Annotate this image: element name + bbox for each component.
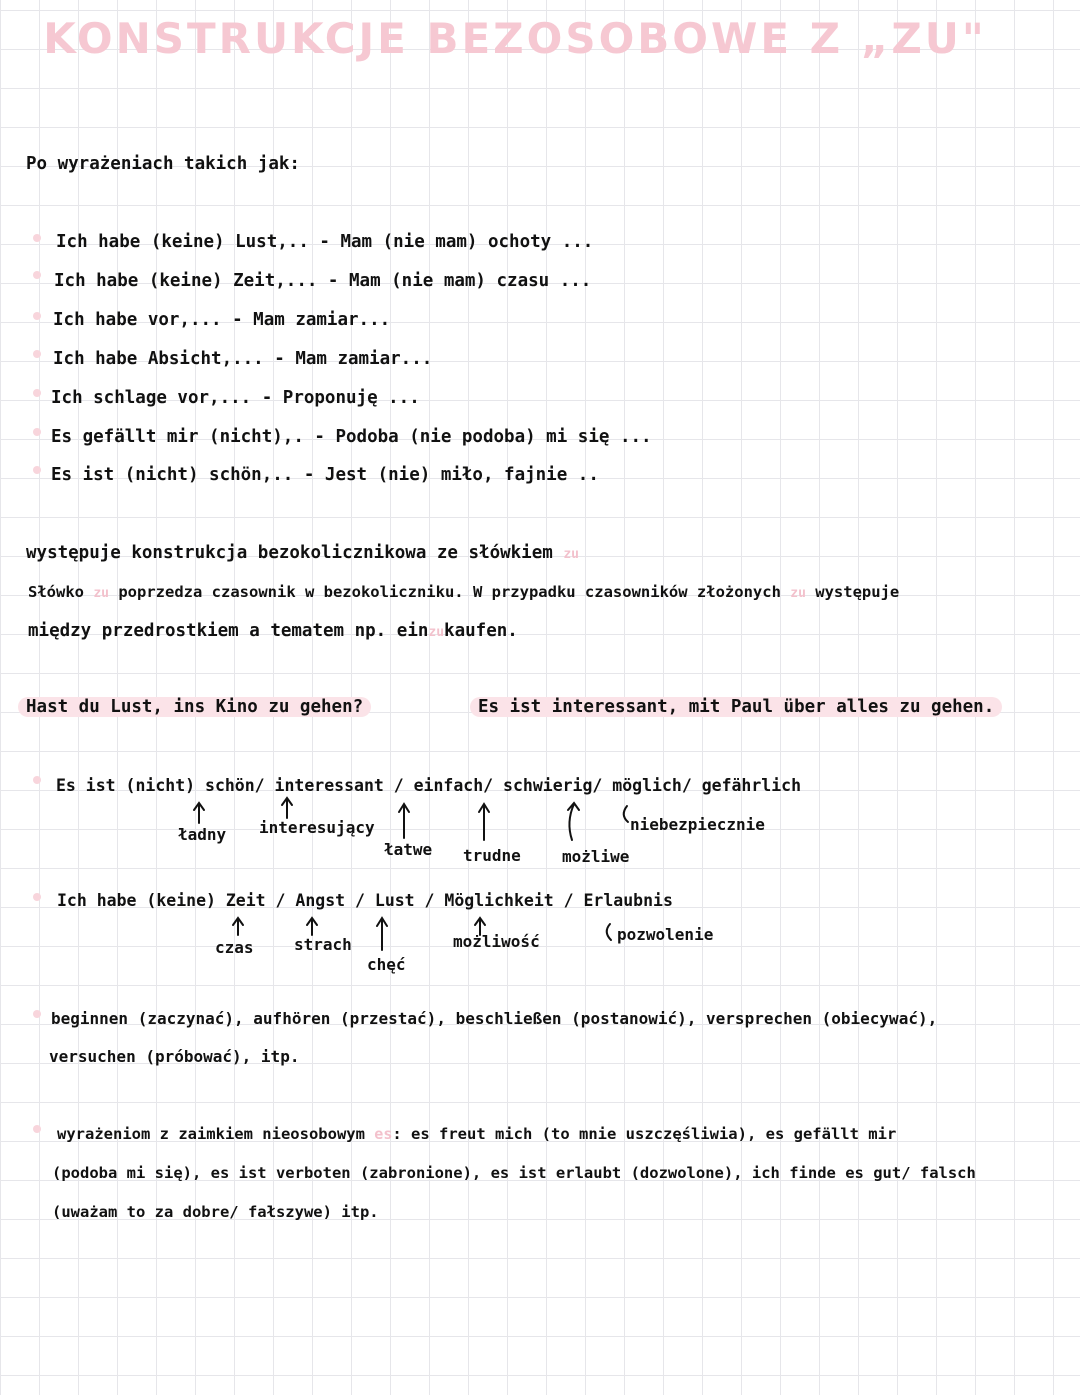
example-right: Es ist interessant, mit Paul über alles zu gehen. <box>470 697 1002 717</box>
verbs-line-2: versuchen (próbować), itp. <box>49 1047 300 1066</box>
rule-line-1: występuje konstrukcja bezokolicznikowa ze słówkiem zu <box>26 543 579 563</box>
translation-lust: chęć <box>367 955 406 974</box>
translation-gefaehrlich: niebezpiecznie <box>630 815 765 834</box>
translation-angst: strach <box>294 935 352 954</box>
bullet <box>33 1125 41 1133</box>
zu-word: zu <box>93 586 109 601</box>
expression-item: Ich schlage vor,... - Proponuję ... <box>51 388 420 408</box>
rule-line-2: Słówko zu poprzedza czasownik w bezokoliczniku. W przypadku czasowników złożonych zu występuje <box>28 583 900 601</box>
zu-word: zu <box>563 547 579 562</box>
translation-einfach: łatwe <box>384 840 433 859</box>
translation-schoen: ładny <box>178 825 227 844</box>
expression-item: Ich habe (keine) Lust,.. - Mam (nie mam) ochoty ... <box>56 232 594 252</box>
rule-line-3: między przedrostkiem a tematem np. einzukaufen. <box>28 621 518 641</box>
page-title: KONSTRUKCJE BEZOSOBOWE Z „ZU" <box>43 14 987 63</box>
translation-schwierig: trudne <box>463 846 521 865</box>
bullet <box>33 1010 41 1018</box>
expression-item: Ich habe vor,... - Mam zamiar... <box>53 310 391 330</box>
verbs-line-1: beginnen (zaczynać), aufhören (przestać), beschließen (postanowić), versprechen (obiecywać), <box>51 1009 938 1028</box>
translation-zeit: czas <box>215 938 254 957</box>
translation-moeglichkeit: możliwość <box>453 932 540 951</box>
expression-item: Ich habe Absicht,... - Mam zamiar... <box>53 349 433 369</box>
bullet <box>33 893 41 901</box>
es-word: es <box>374 1125 393 1143</box>
intro-text: Po wyrażeniach takich jak: <box>26 154 300 174</box>
expression-item: Ich habe (keine) Zeit,... - Mam (nie mam) czasu ... <box>54 271 592 291</box>
zu-word: zu <box>790 586 806 601</box>
es-line-3: (uważam to za dobre/ fałszywe) itp. <box>52 1203 379 1221</box>
expression-item: Es gefällt mir (nicht),. - Podoba (nie podoba) mi się ... <box>51 427 652 447</box>
nouns-line: Ich habe (keine) Zeit / Angst / Lust / Möglichkeit / Erlaubnis <box>57 891 673 910</box>
es-line-2: (podoba mi się), es ist verboten (zabronione), es ist erlaubt (dozwolone), ich finde es gut/ falsch <box>52 1164 976 1182</box>
translation-interessant: interesujący <box>259 818 375 837</box>
example-left: Hast du Lust, ins Kino zu gehen? <box>18 697 371 717</box>
translation-erlaubnis: pozwolenie <box>617 925 714 944</box>
adjectives-line: Es ist (nicht) schön/ interessant / einfach/ schwierig/ möglich/ gefährlich <box>56 776 802 795</box>
es-line-1: wyrażeniom z zaimkiem nieosobowym es: es freut mich (to mnie uszczęśliwia), es gefällt mir <box>57 1125 897 1143</box>
zu-word: zu <box>428 625 445 640</box>
translation-moeglich: możliwe <box>562 847 630 866</box>
expression-item: Es ist (nicht) schön,.. - Jest (nie) miło, fajnie .. <box>51 465 599 485</box>
